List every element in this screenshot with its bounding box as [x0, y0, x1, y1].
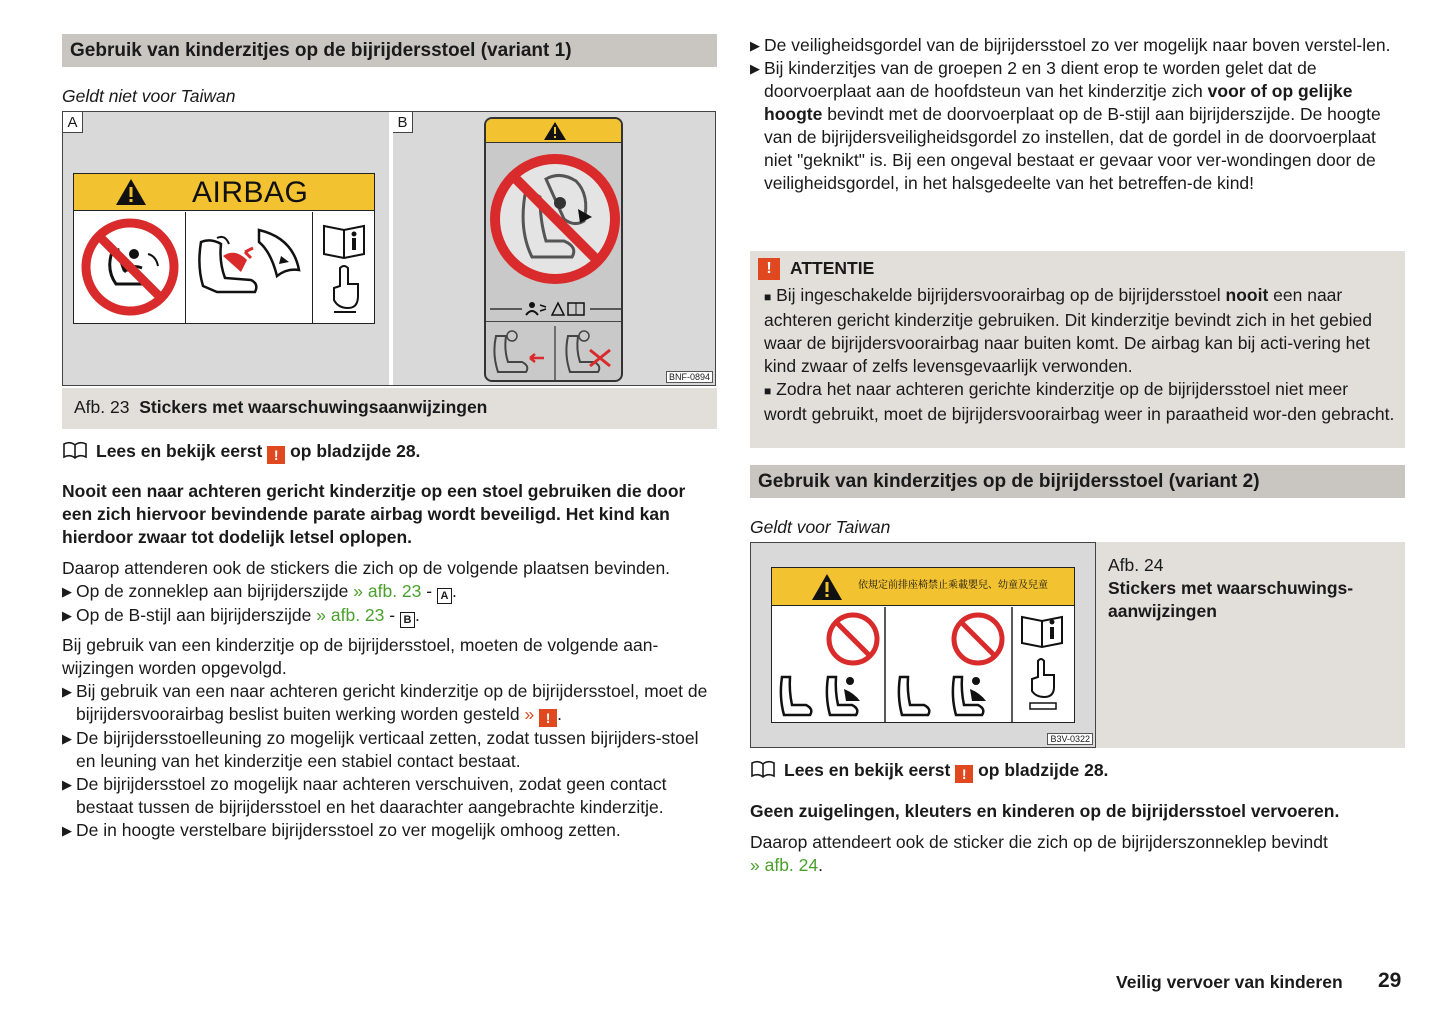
- warning-triangle-icon: [810, 572, 844, 602]
- read-first-page: op bladzijde 28.: [290, 441, 421, 461]
- sticker-cell-prohibited: [74, 212, 186, 323]
- list-item: ▶ De veiligheidsgordel van de bijrijdersstoel zo ver mogelijk naar boven verstel-len.: [750, 35, 1391, 55]
- paragraph-sticker-taiwan: Daarop attendeert ook de sticker die zich op de bijrijderszonneklep bevindt » afb. 24.: [750, 831, 1405, 877]
- attention-item: ■ Zodra het naar achteren gerichte kinderzitje op de bijrijdersstoel niet meer wordt gebruikt, moet de bijrijdersvoorairbag weer in paraatheid wor-den gebracht.: [764, 379, 1395, 424]
- book-icon: [62, 441, 88, 459]
- read-first-note: [750, 759, 1108, 783]
- read-first-page: op bladzijde 28.: [978, 760, 1109, 780]
- figure-23: [62, 111, 716, 386]
- attention-item: ■ Bij ingeschakelde bijrijdersvoorairbag op de bijrijdersstoel nooit een naar achteren gericht kinderzitje gebruiken. Dit kinderzitje bevindt zich in het gebied waar de bijrijdersvoorairbag naar buiten komt. De airbag kan bij acti-vering het kind zwaar of zelfs levensgevaarlijk verwonden.: [764, 285, 1372, 376]
- figure-code: B3V-0322: [1047, 733, 1093, 745]
- list-item: ▶ Bij gebruik van een naar achteren gericht kinderzitje op de bijrijdersstoel, moet de bijrijdersvoorairbag beslist buiten werking worden gesteld » ! .: [62, 681, 708, 726]
- attention-box: [750, 251, 1405, 448]
- paragraph-stickers: [62, 557, 717, 628]
- caption-prefix: Afb. 23: [74, 397, 130, 417]
- caption-title: Stickers met waarschuwings-aanwijzingen: [1108, 578, 1354, 621]
- list-item: ▶ Bij kinderzitjes van de groepen 2 en 3 dient erop te worden gelet dat de doorvoerplaat aan de hoofdsteun van het kinderzitje zich voor of op gelijke hoogte bevindt met de doorvoerplaat op de B-stijl aan bijrijderszijde. De hoogte van de bijrijdersveiligheidsgordel zo instellen, dat de gordel in de doorvoerplaat niet "geknikt" is. Bij een ongeval bestaat er gevaar voor ver-wondingen door de veiligheidsgordel, in het halsgedeelte van het betreffen-de kind!: [750, 58, 1381, 193]
- warning-triangle-icon: [543, 121, 567, 141]
- airbag-deploy-icon: [187, 212, 313, 323]
- warning-triangle-icon: [114, 177, 148, 207]
- attention-title: ATTENTIE: [790, 258, 875, 278]
- caption-title: Stickers met waarschuwingsaanwijzingen: [139, 397, 488, 417]
- rear-facing-seat-prohibited-icon: [74, 212, 186, 323]
- sticker-cell-airbag-deploy: [187, 212, 313, 323]
- footer-section-title: Veilig vervoer van kinderen: [1116, 972, 1343, 992]
- warning-icon: !: [955, 765, 973, 783]
- list-item: ▶ Op de B-stijl aan bijrijderszijde » afb. 23 - B .: [62, 605, 420, 626]
- read-first-text: Lees en bekijk eerst: [784, 760, 951, 780]
- panel-label-b: B: [393, 112, 413, 133]
- panel-label-a: A: [63, 112, 83, 133]
- warning-icon: !: [758, 258, 780, 280]
- list-item: ▶ De bijrijdersstoel zo mogelijk naar achteren verschuiven, zodat geen contact bestaat tussen de bijrijdersstoel en het daarachter aangebrachte kinderzitje.: [62, 774, 667, 817]
- figure-ref-link[interactable]: » afb. 23: [353, 581, 422, 601]
- b-pillar-sticker: [484, 117, 623, 382]
- section-heading-variant-2: Gebruik van kinderzitjes op de bijrijdersstoel (variant 2): [750, 465, 1405, 498]
- figure-ref-link[interactable]: » afb. 23: [316, 605, 385, 625]
- section-heading-variant-1: Gebruik van kinderzitjes op de bijrijdersstoel (variant 1): [62, 34, 717, 67]
- figure-24-block: [750, 542, 1405, 748]
- chinese-warning-text: 依規定前排座椅禁止乘載嬰兒、幼童及兒童: [858, 580, 1048, 591]
- b-sticker-seat-row: [486, 321, 623, 382]
- paragraph-text: Bij gebruik van een kinderzitje op de bijrijdersstoel, moeten de volgende aan-wijzingen worden opgevolgd.: [62, 635, 659, 678]
- sticker-cell-manual: [314, 212, 374, 323]
- figure-code: BNF-0894: [666, 371, 713, 383]
- seat-position-icons: [486, 322, 623, 382]
- rear-facing-seat-prohibited-icon: [486, 145, 623, 295]
- page-number: 29: [1378, 969, 1402, 992]
- list-item: ▶ De bijrijdersstoelleuning zo mogelijk verticaal zetten, zodat tussen bijrijders-stoel en leuning van het kinderzitje een stabiel contact bestaat.: [62, 728, 699, 771]
- b-sticker-icon-row: [486, 299, 623, 319]
- warning-ref-link[interactable]: »: [524, 704, 535, 724]
- figure-23-caption: [62, 388, 717, 429]
- read-manual-icon: [314, 212, 374, 323]
- warning-bold-paragraph: Nooit een naar achteren gericht kinderzitje op een stoel gebruiken die door een zich hiervoor bevindende parate airbag wordt beveiligd. Het kind kan hierdoor zwaar tot dodelijk letsel oplopen.: [62, 481, 686, 547]
- b-sticker-banner: [486, 119, 621, 143]
- taiwan-banner: [772, 568, 1074, 606]
- caption-prefix: Afb. 24: [1108, 555, 1164, 575]
- airbag-manual-icons: [486, 299, 623, 319]
- figure-24-caption: [1108, 554, 1398, 623]
- taiwan-sticker: [771, 567, 1075, 723]
- figure-ref-link[interactable]: » afb. 24.: [750, 855, 823, 875]
- panel-ref-b: B: [400, 612, 415, 628]
- warning-icon: !: [539, 709, 557, 727]
- list-item: ▶ De in hoogte verstelbare bijrijdersstoel zo ver mogelijk omhoog zetten.: [62, 820, 621, 840]
- bold-instruction: Geen zuigelingen, kleuters en kinderen op de bijrijdersstoel vervoeren.: [750, 801, 1340, 821]
- list-item: ▶ Op de zonneklep aan bijrijderszijde » afb. 23 - A .: [62, 581, 457, 602]
- list-top: [750, 34, 1405, 195]
- panel-divider: [389, 112, 393, 385]
- airbag-label: AIRBAG: [192, 176, 309, 209]
- read-first-note: [62, 440, 420, 464]
- airbag-sticker: [73, 173, 375, 324]
- panel-ref-a: A: [437, 588, 452, 604]
- paragraph-text: Daarop attenderen ook de stickers die zich op de volgende plaatsen bevinden.: [62, 558, 671, 578]
- paragraph-instructions: [62, 634, 717, 842]
- book-icon: [750, 760, 776, 778]
- subtitle-variant-2: Geldt voor Taiwan: [750, 517, 891, 537]
- warning-icon: !: [267, 446, 285, 464]
- read-first-text: Lees en bekijk eerst: [96, 441, 263, 461]
- taiwan-sticker-icons: [772, 607, 1074, 722]
- attention-header: [758, 257, 1395, 280]
- airbag-banner: [74, 174, 374, 211]
- subtitle-variant-1: Geldt niet voor Taiwan: [62, 86, 236, 106]
- figure-24: [750, 542, 1096, 748]
